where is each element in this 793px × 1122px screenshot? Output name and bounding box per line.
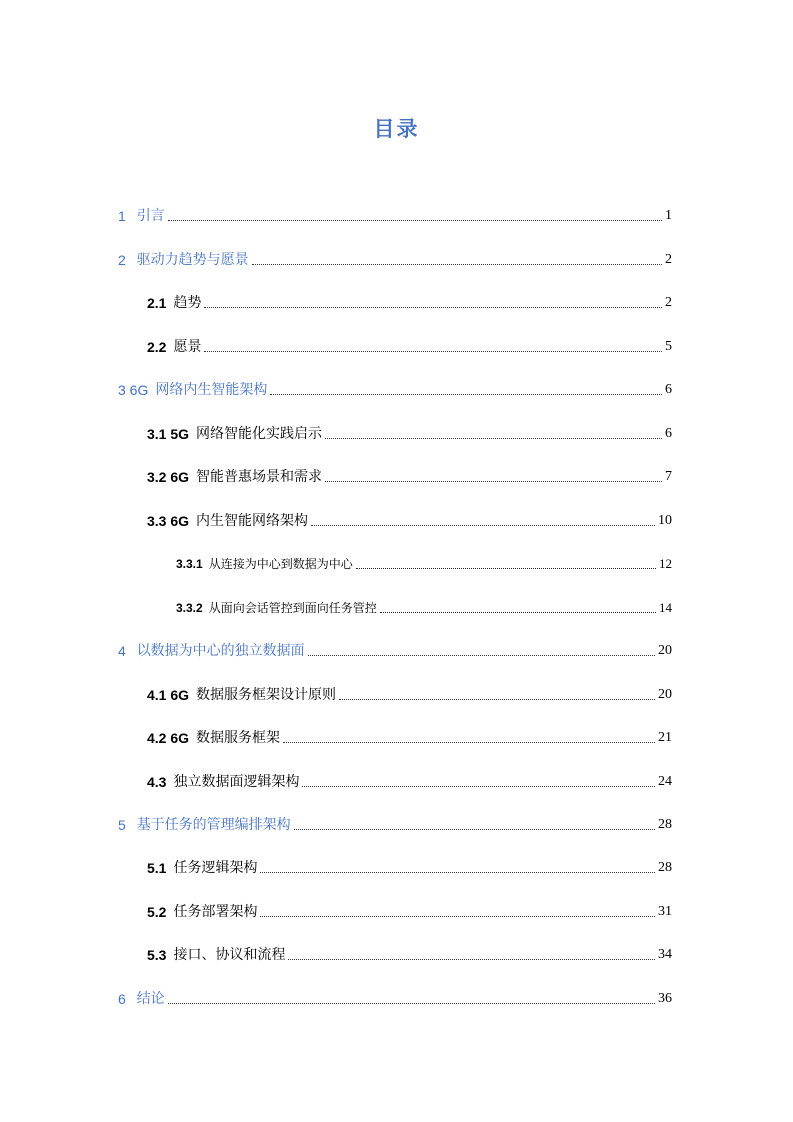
toc-leader: [260, 872, 655, 873]
toc-number: 3.3.2: [176, 601, 203, 615]
toc-entry[interactable]: [147, 510, 672, 532]
toc-title: 愿景: [173, 339, 202, 355]
toc-title: 网络内生智能架构: [155, 382, 268, 398]
toc-page: 21: [658, 730, 672, 745]
toc-leader: [168, 1003, 655, 1004]
toc-page: 6: [665, 382, 672, 397]
toc-page: 2: [665, 295, 672, 310]
toc-page: 20: [658, 643, 672, 658]
toc-entry[interactable]: [147, 684, 672, 706]
toc-entry[interactable]: [147, 466, 672, 488]
toc-entry[interactable]: [147, 857, 672, 879]
toc-page: 2: [665, 252, 672, 267]
toc-entry[interactable]: [147, 944, 672, 966]
toc-number: 3.1 5G: [147, 426, 190, 442]
toc-title: 内生智能网络架构: [196, 513, 309, 529]
toc-title: 以数据为中心的独立数据面: [136, 643, 305, 659]
toc-leader: [380, 612, 656, 613]
toc-title: 趋势: [173, 295, 202, 311]
toc-page: 6: [665, 426, 672, 441]
toc-number: 5.2: [147, 904, 167, 920]
toc-leader: [302, 786, 655, 787]
toc-leader: [283, 742, 655, 743]
toc-leader: [252, 264, 662, 265]
toc-leader: [325, 438, 662, 439]
toc-page: 34: [658, 947, 672, 962]
toc-title: 任务逻辑架构: [173, 860, 258, 876]
toc-number: 3.3.1: [176, 557, 203, 571]
toc-title: 任务部署架构: [173, 904, 258, 920]
toc-number: 5.1: [147, 860, 167, 876]
toc-entry[interactable]: [118, 249, 672, 271]
toc-title: 数据服务框架: [196, 730, 281, 746]
toc-page: 12: [659, 556, 672, 571]
toc-leader: [288, 959, 655, 960]
page-title: 目录: [373, 116, 420, 141]
toc-leader: [204, 351, 662, 352]
toc-number: 1: [118, 208, 130, 224]
toc-entry[interactable]: [118, 379, 672, 401]
toc-title: 从连接为中心到数据为中心: [208, 557, 353, 571]
toc-page: 1: [665, 208, 672, 223]
toc-page: 10: [658, 513, 672, 528]
toc-number: 2: [118, 252, 130, 268]
toc-entry[interactable]: [147, 292, 672, 314]
toc-title: 驱动力趋势与愿景: [136, 252, 249, 268]
toc-leader: [356, 568, 656, 569]
toc-title: 结论: [136, 991, 165, 1007]
toc-entry[interactable]: [147, 771, 672, 793]
toc-leader: [270, 394, 662, 395]
toc-entry[interactable]: [118, 988, 672, 1010]
toc-leader: [294, 829, 655, 830]
toc-number: 4.3: [147, 774, 167, 790]
toc-page: 14: [659, 600, 672, 615]
toc-number: 4.1 6G: [147, 687, 190, 703]
toc-number: 2.2: [147, 339, 167, 355]
toc-entry[interactable]: [118, 205, 672, 227]
toc-title: 从面向会话管控到面向任务管控: [208, 601, 377, 615]
toc-title: 接口、协议和流程: [173, 947, 286, 963]
toc-entry[interactable]: [147, 727, 672, 749]
toc-number: 3.3 6G: [147, 513, 190, 529]
toc-page: 28: [658, 860, 672, 875]
toc-entry[interactable]: [147, 901, 672, 923]
toc-leader: [339, 699, 655, 700]
toc-page: 24: [658, 774, 672, 789]
toc-number: 2.1: [147, 295, 167, 311]
toc-entry[interactable]: [118, 814, 672, 836]
toc-leader: [325, 481, 662, 482]
toc-entry[interactable]: [176, 597, 672, 619]
toc-number: 4: [118, 643, 130, 659]
toc-entry[interactable]: [147, 336, 672, 358]
toc-title: 独立数据面逻辑架构: [173, 774, 300, 790]
toc-page: 5: [665, 339, 672, 354]
toc-page: 36: [658, 991, 672, 1006]
toc-title: 数据服务框架设计原则: [196, 687, 337, 703]
toc-number: 3.2 6G: [147, 469, 190, 485]
toc-leader: [204, 307, 662, 308]
toc-entry[interactable]: [118, 640, 672, 662]
toc-title: 基于任务的管理编排架构: [136, 817, 291, 833]
toc-number: 5.3: [147, 947, 167, 963]
toc-number: 6: [118, 991, 130, 1007]
toc-number: 3 6G: [118, 382, 149, 398]
toc-leader: [168, 220, 662, 221]
toc-number: 4.2 6G: [147, 730, 190, 746]
toc-number: 5: [118, 817, 130, 833]
toc-entry[interactable]: [176, 553, 672, 575]
toc-leader: [311, 525, 655, 526]
toc-title: 网络智能化实践启示: [196, 426, 323, 442]
toc-title: 智能普惠场景和需求: [196, 469, 323, 485]
toc-page: 31: [658, 904, 672, 919]
toc-page: 20: [658, 687, 672, 702]
toc-leader: [308, 655, 655, 656]
toc-page: 28: [658, 817, 672, 832]
toc-page: 7: [665, 469, 672, 484]
toc-title: 引言: [136, 208, 165, 224]
toc-leader: [260, 916, 655, 917]
toc-entry[interactable]: [147, 423, 672, 445]
